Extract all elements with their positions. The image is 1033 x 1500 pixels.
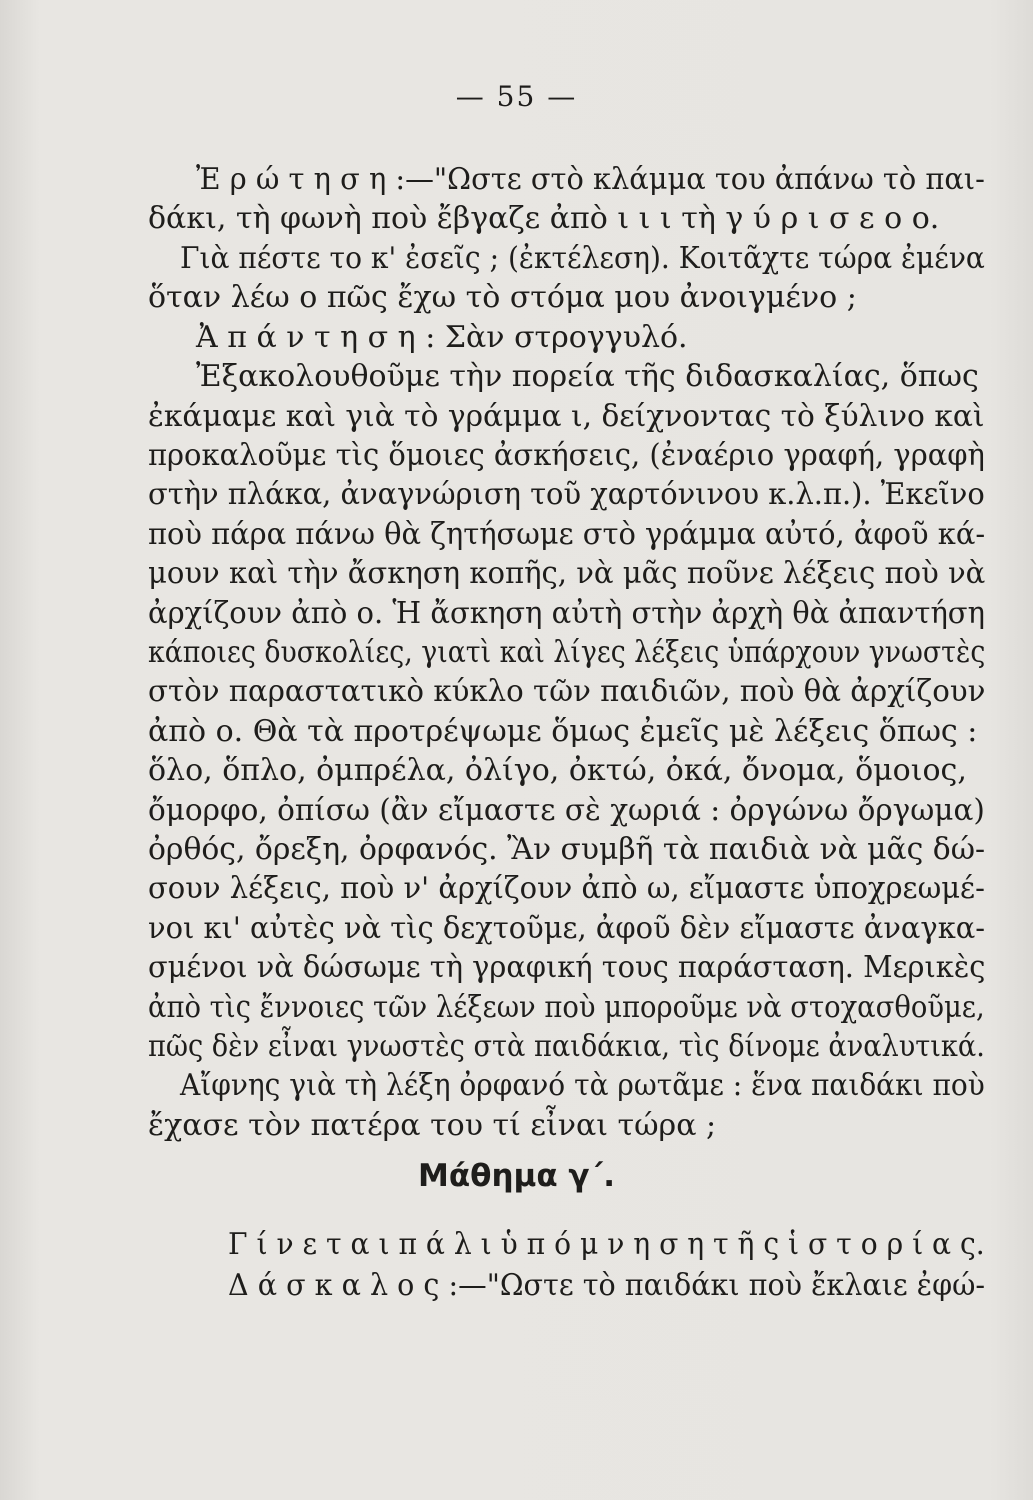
text-line: ἐκάμαμε καὶ γιὰ τὸ γράμμα ι, δείχνοντας τὸ ξύλινο καὶ — [148, 399, 985, 434]
text-line: Ἐξακολουθοῦμε τὴν πορεία τῆς διδασκαλίας, ὅπως — [196, 359, 979, 394]
speaker-label: Ἐ ρ ώ τ η σ η : — [196, 162, 406, 197]
speaker-label: Ἀ π ά ν τ η σ η : — [196, 320, 436, 355]
text-line: σουν λέξεις, ποὺ ν' ἀρχίζουν ἀπὸ ω, εἴμαστε ὑποχρεωμέ- — [148, 871, 985, 906]
text-line — [196, 160, 985, 200]
text-line: νοι κι' αὐτὲς νὰ τὶς δεχτοῦμε, ἀφοῦ δὲν εἴμαστε ἀναγκα- — [148, 911, 986, 946]
lesson-heading: Μάθημα γ΄. — [418, 1158, 615, 1194]
line-text: Σὰν στρογγυλό. — [435, 320, 688, 355]
text-line: ὀρθός, ὄρεξη, ὀρφανός. Ἂν συμβῆ τὰ παιδιὰ νὰ μᾶς δώ- — [148, 832, 986, 867]
text-line: δάκι, τὴ φωνὴ ποὺ ἔβγαζε ἀπὸ ι ι ι τὴ γ ύ ρ ι σ ε ο ο. — [148, 201, 940, 236]
speaker-label: Δ ά σ κ α λ ο ς : — [228, 1268, 459, 1303]
text-line — [228, 1266, 985, 1306]
text-line: ποὺ πάρα πάνω θὰ ζητήσωμε στὸ γράμμα αὐτό, ἀφοῦ κά- — [148, 517, 986, 552]
text-line: ἀρχίζουν ἀπὸ ο. Ἡ ἄσκηση αὐτὴ στὴν ἀρχὴ θὰ ἀπαντήση — [148, 596, 985, 631]
text-line: ὅταν λέω ο πῶς ἔχω τὸ στόμα μου ἀνοιγμένο ; — [148, 280, 857, 315]
line-text: —"Ωστε στὸ κλάμμα του ἀπάνω τὸ παι- — [405, 162, 985, 197]
text-line: ὄμορφο, ὀπίσω (ἂν εἴμαστε σὲ χωριά : ὀργώνω ὄργωμα) — [148, 793, 985, 828]
text-line — [196, 318, 688, 358]
text-line: Γ ί ν ε τ α ι π ά λ ι ὑ π ό μ ν η σ η τ ῆ ς ἱ σ τ ο ρ ί α ς. — [228, 1227, 985, 1262]
text-line: στὴν πλάκα, ἀναγνώριση τοῦ χαρτόνινου κ.λ.π.). Ἐκεῖνο — [148, 477, 985, 512]
text-line: προκαλοῦμε τὶς ὅμοιες ἀσκήσεις, (ἐναέριο γραφή, γραφὴ — [148, 438, 985, 473]
text-line: σμένοι νὰ δώσωμε τὴ γραφική τους παράσταση. Μερικὲς — [148, 950, 986, 985]
text-line: ἔχασε τὸν πατέρα του τί εἶναι τώρα ; — [148, 1108, 717, 1143]
text-line: κάποιες δυσκολίες, γιατὶ καὶ λίγες λέξεις ὑπάρχουν γνωστὲς — [148, 635, 986, 670]
text-line: ἀπὸ τὶς ἔννοιες τῶν λέξεων ποὺ μποροῦμε νὰ στοχασθοῦμε, — [148, 990, 985, 1025]
text-line: μουν καὶ τὴν ἄσκηση κοπῆς, νὰ μᾶς ποῦνε λέξεις ποὺ νὰ — [148, 556, 986, 591]
text-line: στὸν παραστατικὸ κύκλο τῶν παιδιῶν, ποὺ θὰ ἀρχίζουν — [148, 674, 986, 709]
page-number: — 55 — — [455, 80, 578, 113]
text-line: ἀπὸ ο. Θὰ τὰ προτρέψωμε ὅμως ἐμεῖς μὲ λέξεις ὅπως : — [148, 714, 978, 749]
text-line: πῶς δὲν εἶναι γνωστὲς στὰ παιδάκια, τὶς δίνομε ἀναλυτικά. — [148, 1029, 985, 1064]
text-line: Γιὰ πέστε το κ' ἐσεῖς ; (ἐκτέλεση). Κοιτᾶχτε τώρα ἐμένα — [180, 241, 985, 276]
text-line: ὅλο, ὅπλο, ὀμπρέλα, ὀλίγο, ὀκτώ, ὀκά, ὄνομα, ὅμοιος, — [148, 753, 967, 788]
text-line: Αἴφνης γιὰ τὴ λέξη ὀρφανό τὰ ρωτᾶμε : ἕνα παιδάκι ποὺ — [180, 1068, 985, 1103]
line-text: —"Ωστε τὸ παιδάκι ποὺ ἔκλαιε ἐφώ- — [458, 1268, 986, 1303]
